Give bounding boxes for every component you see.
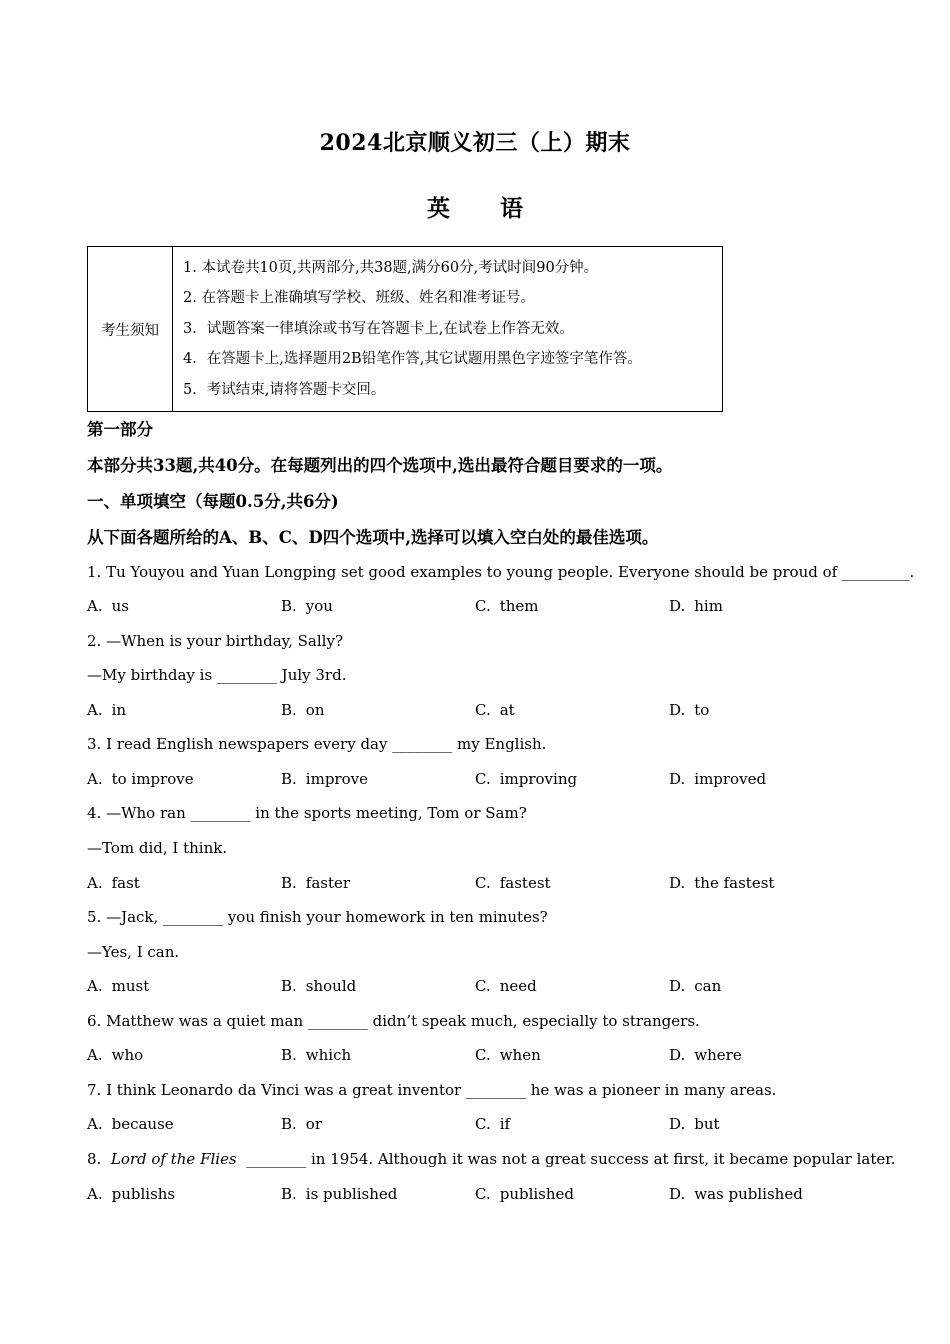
q2-option-a: A. in	[87, 701, 127, 719]
q8-option-c: C. published	[475, 1185, 575, 1203]
question-1-stem: 1. Tu Youyou and Yuan Longping set good examples to young people. Everyone should be proud of _________.	[87, 563, 915, 581]
q8-option-d: D. was published	[669, 1185, 803, 1203]
q1-option-d: D. him	[669, 597, 723, 615]
q2-option-c: C. at	[475, 701, 515, 719]
q4-option-c: C. fastest	[475, 874, 551, 892]
notice-item: 3．试题答案一律填涂或书写在答题卡上,在试卷上作答无效。	[183, 320, 574, 337]
notice-table	[87, 246, 723, 412]
instruction: 从下面各题所给的A、B、C、D四个选项中,选择可以填入空白处的最佳选项。	[87, 528, 659, 547]
notice-item: 2. 在答题卡上准确填写学校、班级、姓名和准考证号。	[183, 290, 535, 307]
q4-option-b: B. faster	[281, 874, 351, 892]
subsection-title: 一、单项填空（每题0.5分,共6分)	[87, 492, 339, 511]
q2-option-b: B. on	[281, 701, 325, 719]
q3-option-c: C. improving	[475, 770, 578, 788]
question-2-stem-line2: —My birthday is ________ July 3rd.	[87, 666, 347, 684]
question-5-stem: 5. —Jack, ________ you finish your homework in ten minutes?	[87, 908, 548, 926]
notice-label: 考生须知	[88, 247, 173, 412]
q7-option-a: A. because	[87, 1115, 174, 1133]
q5-option-c: C. need	[475, 977, 537, 995]
book-title: Lord of the Flies	[110, 1150, 237, 1168]
q4-option-a: A. fast	[87, 874, 140, 892]
question-6-stem: 6. Matthew was a quiet man ________ didn’t speak much, especially to strangers.	[87, 1012, 700, 1030]
notice-item: 5．考试结束,请将答题卡交回。	[183, 381, 386, 398]
notice-item: 1. 本试卷共10页,共两部分,共38题,满分60分,考试时间90分钟。	[183, 259, 599, 276]
subject-title	[0, 190, 950, 223]
q3-option-a: A. to improve	[87, 770, 194, 788]
subject-char-1: 英	[427, 195, 450, 222]
question-7-stem: 7. I think Leonardo da Vinci was a great inventor ________ he was a pioneer in many areas.	[87, 1081, 777, 1099]
q3-option-d: D. improved	[669, 770, 767, 788]
notice-body	[173, 247, 723, 412]
subject-char-2: 语	[500, 195, 523, 222]
q6-option-d: D. where	[669, 1046, 742, 1064]
q6-option-a: A. who	[87, 1046, 144, 1064]
q7-option-c: C. if	[475, 1115, 511, 1133]
q1-option-c: C. them	[475, 597, 539, 615]
exam-title: 2024北京顺义初三（上）期末	[319, 130, 631, 156]
question-2-stem: 2. —When is your birthday, Sally?	[87, 632, 343, 650]
q4-option-d: D. the fastest	[669, 874, 775, 892]
q2-option-d: D. to	[669, 701, 710, 719]
q7-option-d: D. but	[669, 1115, 720, 1133]
q7-option-b: B. or	[281, 1115, 322, 1133]
question-4-stem: 4. —Who ran ________ in the sports meeting, Tom or Sam?	[87, 804, 527, 822]
q8-option-a: A. publishs	[87, 1185, 176, 1203]
q1-option-a: A. us	[87, 597, 129, 615]
question-4-stem-line2: —Tom did, I think.	[87, 839, 228, 857]
question-5-stem-line2: —Yes, I can.	[87, 943, 180, 961]
q1-option-b: B. you	[281, 597, 333, 615]
q6-option-b: B. which	[281, 1046, 352, 1064]
q5-option-d: D. can	[669, 977, 722, 995]
notice-item: 4．在答题卡上,选择题用2B铅笔作答,其它试题用黑色字迹签字笔作答。	[183, 351, 642, 368]
part-description: 本部分共33题,共40分。在每题列出的四个选项中,选出最符合题目要求的一项。	[87, 456, 673, 475]
question-8-number: 8.	[87, 1150, 102, 1168]
q5-option-b: B. should	[281, 977, 357, 995]
question-8-text: ________ in 1954. Although it was not a great success at first, it became popular later.	[246, 1150, 896, 1168]
q6-option-c: C. when	[475, 1046, 541, 1064]
question-3-stem: 3. I read English newspapers every day ________ my English.	[87, 735, 547, 753]
q5-option-a: A. must	[87, 977, 150, 995]
q3-option-b: B. improve	[281, 770, 368, 788]
question-8-stem	[87, 1150, 896, 1168]
part-title: 第一部分	[87, 420, 153, 439]
q8-option-b: B. is published	[281, 1185, 398, 1203]
